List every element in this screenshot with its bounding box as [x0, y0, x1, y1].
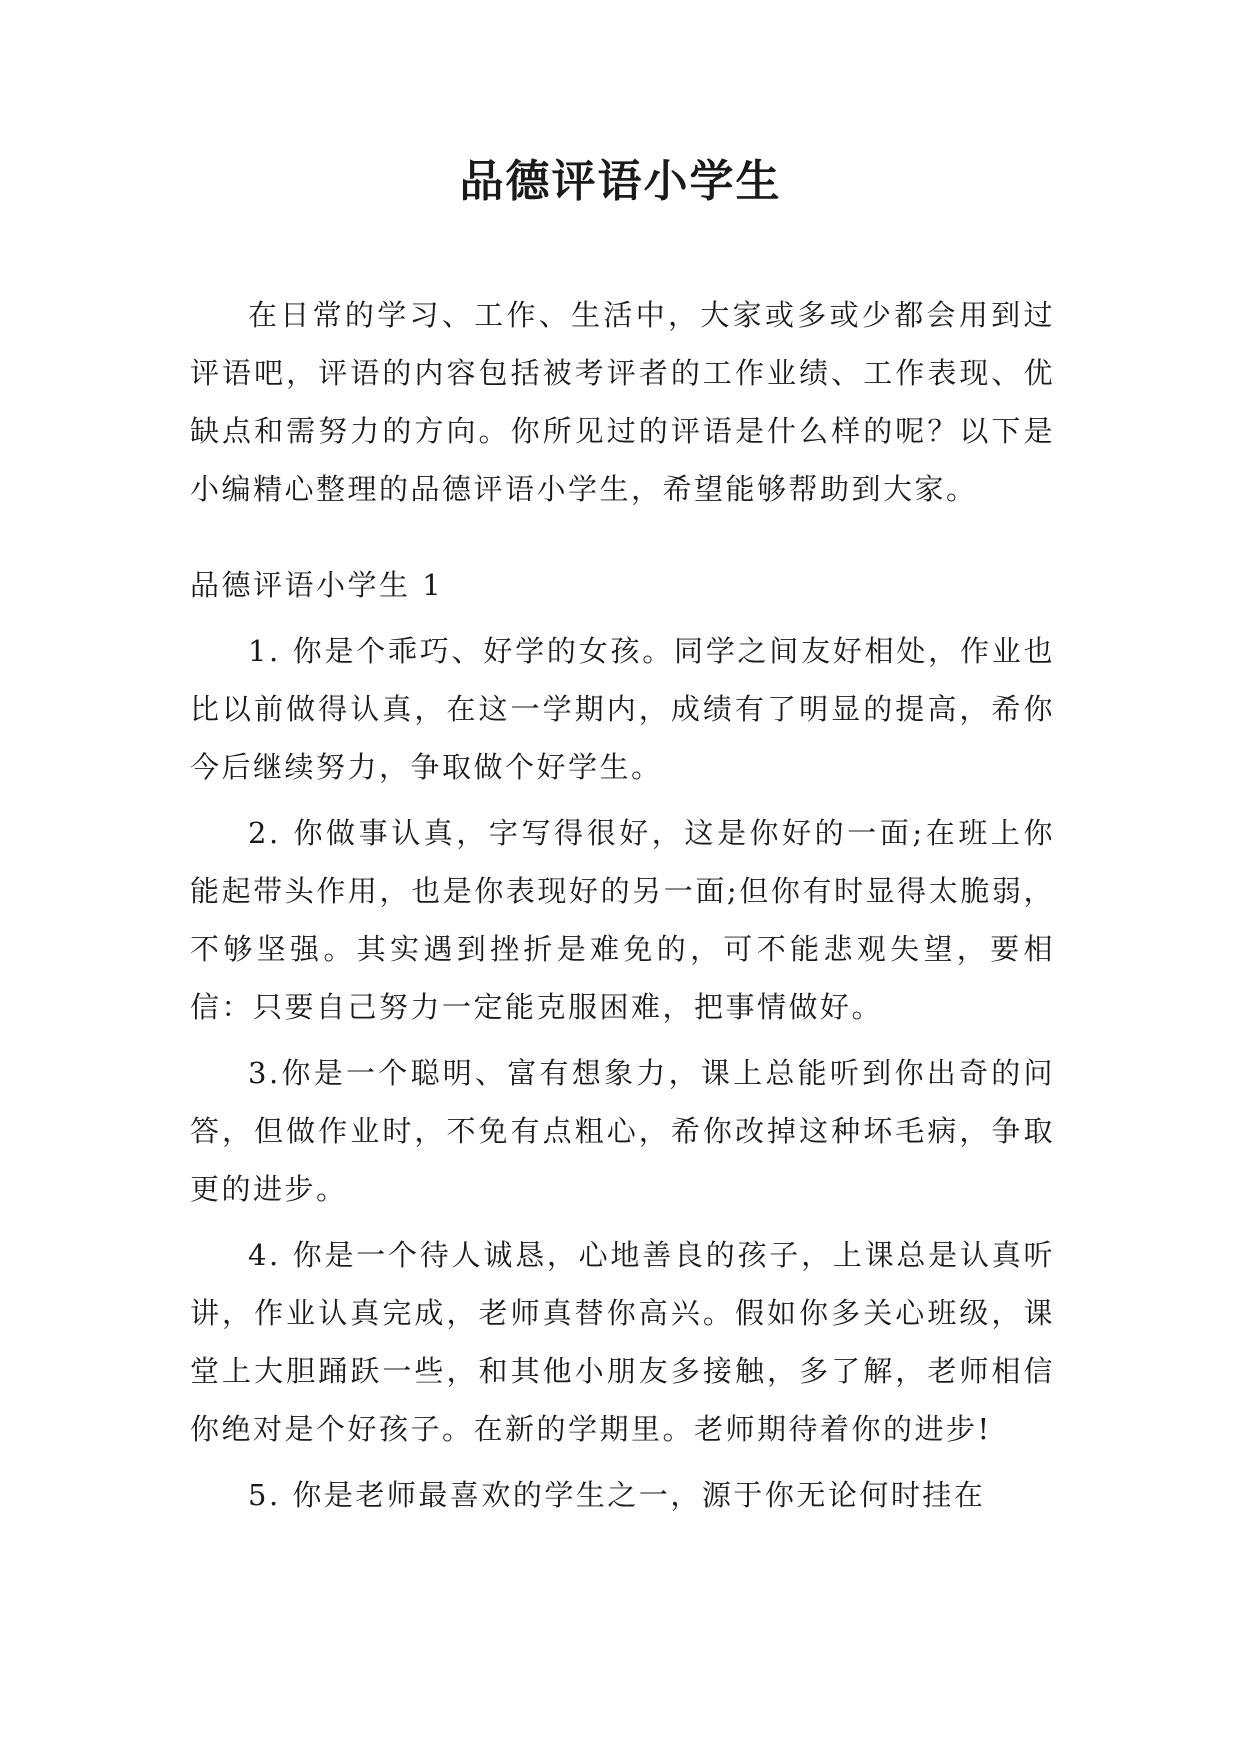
- comment-item-2: 2. 你做事认真，字写得很好，这是你好的一面;在班上你能起带头作用，也是你表现好的另一面;但你有时显得太脆弱，不够坚强。其实遇到挫折是难免的，可不能悲观失望，要相信：只要自己努力一定能克服困难，把事情做好。: [190, 816, 1055, 1024]
- comment-item-5: 5. 你是老师最喜欢的学生之一，源于你无论何时挂在: [248, 1478, 986, 1512]
- comment-item-1: 1. 你是个乖巧、好学的女孩。同学之间友好相处，作业也比以前做得认真，在这一学期内，成绩有了明显的提高，希你今后继续努力，争取做个好学生。: [190, 634, 1055, 784]
- section-heading: 品德评语小学生 1: [190, 568, 444, 602]
- comment-item-3: 3.你是一个聪明、富有想象力，课上总能听到你出奇的问答，但做作业时，不免有点粗心，希你改掉这种坏毛病，争取更的进步。: [190, 1056, 1055, 1206]
- document-title: 品德评语小学生: [459, 156, 782, 207]
- intro-paragraph: 在日常的学习、工作、生活中，大家或多或少都会用到过评语吧，评语的内容包括被考评者的工作业绩、工作表现、优缺点和需努力的方向。你所见过的评语是什么样的呢？以下是小编精心整理的品德评语小学生，希望能够帮助到大家。: [190, 298, 1055, 506]
- comment-item-4: 4. 你是一个待人诚恳，心地善良的孩子，上课总是认真听讲，作业认真完成，老师真替你高兴。假如你多关心班级，课堂上大胆踊跃一些，和其他小朋友多接触，多了解，老师相信你绝对是个好孩子。在新的学期里。老师期待着你的进步!: [190, 1238, 1055, 1446]
- document-body: [190, 286, 1055, 1532]
